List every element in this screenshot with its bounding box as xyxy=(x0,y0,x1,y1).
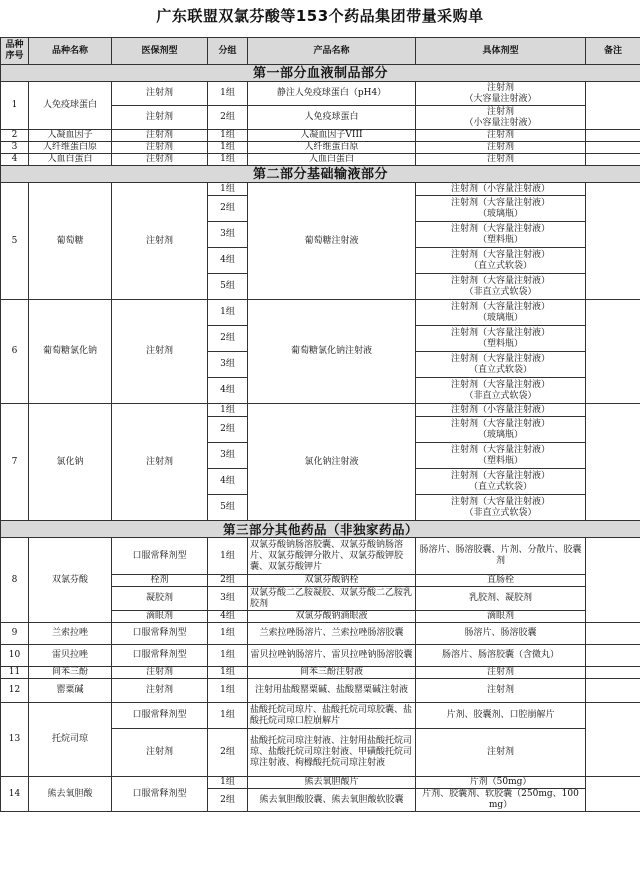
cell-no: 11 xyxy=(1,667,29,679)
cell-no: 10 xyxy=(1,645,29,667)
cell-name: 人血白蛋白 xyxy=(29,154,112,166)
table-row xyxy=(1,300,640,326)
cell-form: 注射剂 xyxy=(416,667,586,679)
cell-form: 乳胶剂、凝胶剂 xyxy=(416,587,586,611)
header-name: 品种名称 xyxy=(29,38,112,65)
cell-type: 口服常释剂型 xyxy=(112,623,208,645)
cell-no: 6 xyxy=(1,300,29,404)
header-group: 分组 xyxy=(208,38,248,65)
cell-type: 口服常释剂型 xyxy=(112,703,208,729)
cell-no: 7 xyxy=(1,404,29,521)
cell-no: 14 xyxy=(1,777,29,812)
cell-group: 2组 xyxy=(208,106,248,130)
cell-group: 2组 xyxy=(208,326,248,352)
cell-name: 雷贝拉唑 xyxy=(29,645,112,667)
page-title: 广东联盟双氯芬酸等153个药品集团带量采购单 xyxy=(156,7,484,25)
cell-product: 静注人免疫球蛋白（pH4） xyxy=(248,82,416,106)
cell-form: 注射剂（大容量注射液） （直立式软袋） xyxy=(416,352,586,378)
cell-remark xyxy=(586,142,640,154)
cell-name: 间苯三酚 xyxy=(29,667,112,679)
cell-product: 人凝血因子VIII xyxy=(248,130,416,142)
cell-product: 双氯芬酸钠肠溶胶囊、双氯芬酸钠肠溶片、双氯芬酸钾分散片、双氯芬酸钾胶囊、双氯芬酸钾片 xyxy=(248,538,416,575)
cell-form: 注射剂（大容量注射液） （塑料瓶） xyxy=(416,222,586,248)
cell-product: 双氯芬酸二乙胺凝胶、双氯芬酸二乙胺乳胶剂 xyxy=(248,587,416,611)
cell-form: 注射剂 xyxy=(416,679,586,703)
table-row xyxy=(1,154,640,166)
cell-name: 罂粟碱 xyxy=(29,679,112,703)
table-header-row xyxy=(1,38,640,65)
cell-product: 熊去氧胆酸胶囊、熊去氧胆酸软胶囊 xyxy=(248,789,416,812)
cell-form: 注射剂 xyxy=(416,142,586,154)
cell-form: 滴眼剂 xyxy=(416,611,586,623)
cell-form: 注射剂 （大容量注射液） xyxy=(416,82,586,106)
cell-type: 滴眼剂 xyxy=(112,611,208,623)
cell-no: 3 xyxy=(1,142,29,154)
cell-type: 注射剂 xyxy=(112,183,208,300)
cell-group: 1组 xyxy=(208,667,248,679)
cell-remark xyxy=(586,703,640,777)
cell-form: 肠溶片、肠溶胶囊 xyxy=(416,623,586,645)
cell-remark xyxy=(586,300,640,404)
cell-group: 1组 xyxy=(208,183,248,196)
cell-remark xyxy=(586,645,640,667)
cell-form: 注射剂（大容量注射液） （非直立式软袋） xyxy=(416,274,586,300)
cell-form: 肠溶片、肠溶胶囊、片剂、分散片、胶囊剂 xyxy=(416,538,586,575)
cell-group: 2组 xyxy=(208,417,248,443)
cell-form: 注射剂（大容量注射液） （玻璃瓶） xyxy=(416,300,586,326)
cell-product: 葡萄糖氯化钠注射液 xyxy=(248,300,416,404)
cell-no: 1 xyxy=(1,82,29,130)
table-row xyxy=(1,623,640,645)
header-no: 品种序号 xyxy=(1,38,29,65)
cell-product: 熊去氧胆酸片 xyxy=(248,777,416,789)
cell-group: 1组 xyxy=(208,154,248,166)
section-row xyxy=(1,65,640,82)
cell-type: 注射剂 xyxy=(112,106,208,130)
cell-remark xyxy=(586,538,640,623)
cell-name: 人免疫球蛋白 xyxy=(29,82,112,130)
cell-type: 栓剂 xyxy=(112,575,208,587)
cell-form: 注射剂（大容量注射液） （塑料瓶） xyxy=(416,326,586,352)
cell-remark xyxy=(586,679,640,703)
cell-no: 2 xyxy=(1,130,29,142)
cell-form: 片剂、胶囊剂、口腔崩解片 xyxy=(416,703,586,729)
cell-type: 口服常释剂型 xyxy=(112,645,208,667)
table-row xyxy=(1,645,640,667)
cell-form: 注射剂（大容量注射液） （塑料瓶） xyxy=(416,443,586,469)
cell-no: 8 xyxy=(1,538,29,623)
section-row xyxy=(1,166,640,183)
cell-remark xyxy=(586,183,640,300)
cell-product: 氯化钠注射液 xyxy=(248,404,416,521)
cell-product: 盐酸托烷司琼注射液、注射用盐酸托烷司琼、盐酸托烷司琼注射液、甲磺酸托烷司琼注射液、枸橼酸托烷司琼注射液 xyxy=(248,729,416,777)
cell-group: 1组 xyxy=(208,703,248,729)
table-row xyxy=(1,667,640,679)
header-remark: 备注 xyxy=(586,38,640,65)
cell-group: 2组 xyxy=(208,575,248,587)
cell-product: 间苯三酚注射液 xyxy=(248,667,416,679)
cell-group: 1组 xyxy=(208,777,248,789)
section-title: 第二部分基础输液部分 xyxy=(1,166,640,183)
cell-name: 兰索拉唑 xyxy=(29,623,112,645)
cell-product: 葡萄糖注射液 xyxy=(248,183,416,300)
cell-remark xyxy=(586,667,640,679)
cell-form: 直肠栓 xyxy=(416,575,586,587)
cell-no: 5 xyxy=(1,183,29,300)
cell-type: 注射剂 xyxy=(112,142,208,154)
cell-remark xyxy=(586,154,640,166)
cell-no: 12 xyxy=(1,679,29,703)
cell-name: 双氯芬酸 xyxy=(29,538,112,623)
cell-form: 肠溶片、肠溶胶囊（含微丸） xyxy=(416,645,586,667)
cell-group: 3组 xyxy=(208,587,248,611)
cell-form: 注射剂（大容量注射液） （直立式软袋） xyxy=(416,469,586,495)
cell-group: 4组 xyxy=(208,469,248,495)
table-row xyxy=(1,538,640,575)
cell-remark xyxy=(586,130,640,142)
cell-form: 注射剂（大容量注射液） （玻璃瓶） xyxy=(416,196,586,222)
cell-product: 双氯芬酸钠栓 xyxy=(248,575,416,587)
cell-form: 片剂、胶囊剂、软胶囊（250mg、100mg） xyxy=(416,789,586,812)
cell-form: 片剂（50mg） xyxy=(416,777,586,789)
header-form: 具体剂型 xyxy=(416,38,586,65)
cell-group: 4组 xyxy=(208,611,248,623)
cell-group: 1组 xyxy=(208,142,248,154)
cell-form: 注射剂 （小容量注射液） xyxy=(416,106,586,130)
section-row xyxy=(1,521,640,538)
cell-type: 注射剂 xyxy=(112,667,208,679)
cell-product: 注射用盐酸罂粟碱、盐酸罂粟碱注射液 xyxy=(248,679,416,703)
cell-group: 1组 xyxy=(208,404,248,417)
cell-no: 13 xyxy=(1,703,29,777)
cell-product: 人免疫球蛋白 xyxy=(248,106,416,130)
cell-group: 4组 xyxy=(208,378,248,404)
cell-group: 5组 xyxy=(208,495,248,521)
cell-product: 人纤维蛋白原 xyxy=(248,142,416,154)
cell-type: 注射剂 xyxy=(112,82,208,106)
cell-group: 1组 xyxy=(208,300,248,326)
table-row xyxy=(1,142,640,154)
cell-form: 注射剂（大容量注射液） （直立式软袋） xyxy=(416,248,586,274)
cell-product: 人血白蛋白 xyxy=(248,154,416,166)
cell-group: 5组 xyxy=(208,274,248,300)
table-row xyxy=(1,183,640,196)
cell-form: 注射剂 xyxy=(416,154,586,166)
cell-name: 葡萄糖氯化钠 xyxy=(29,300,112,404)
cell-product: 兰索拉唑肠溶片、兰索拉唑肠溶胶囊 xyxy=(248,623,416,645)
cell-product: 雷贝拉唑钠肠溶片、雷贝拉唑钠肠溶胶囊 xyxy=(248,645,416,667)
cell-remark xyxy=(586,623,640,645)
cell-form: 注射剂（大容量注射液） （非直立式软袋） xyxy=(416,378,586,404)
section-title: 第三部分其他药品（非独家药品） xyxy=(1,521,640,538)
cell-type: 注射剂 xyxy=(112,130,208,142)
cell-group: 1组 xyxy=(208,82,248,106)
cell-group: 1组 xyxy=(208,623,248,645)
cell-product: 双氯芬酸钠滴眼液 xyxy=(248,611,416,623)
cell-remark xyxy=(586,82,640,130)
table-row xyxy=(1,703,640,729)
cell-type: 凝胶剂 xyxy=(112,587,208,611)
cell-name: 熊去氧胆酸 xyxy=(29,777,112,812)
cell-group: 3组 xyxy=(208,352,248,378)
cell-group: 1组 xyxy=(208,538,248,575)
table-row xyxy=(1,82,640,106)
cell-type: 注射剂 xyxy=(112,729,208,777)
cell-remark xyxy=(586,777,640,812)
cell-name: 人纤维蛋白原 xyxy=(29,142,112,154)
table-row xyxy=(1,130,640,142)
cell-group: 2组 xyxy=(208,729,248,777)
cell-group: 3组 xyxy=(208,443,248,469)
cell-form: 注射剂（大容量注射液） （玻璃瓶） xyxy=(416,417,586,443)
cell-remark xyxy=(586,404,640,521)
cell-group: 4组 xyxy=(208,248,248,274)
cell-type: 口服常释剂型 xyxy=(112,777,208,812)
cell-group: 1组 xyxy=(208,679,248,703)
cell-group: 2组 xyxy=(208,789,248,812)
cell-no: 9 xyxy=(1,623,29,645)
header-product: 产品名称 xyxy=(248,38,416,65)
cell-name: 氯化钠 xyxy=(29,404,112,521)
cell-form: 注射剂 xyxy=(416,729,586,777)
cell-type: 口服常释剂型 xyxy=(112,538,208,575)
cell-type: 注射剂 xyxy=(112,679,208,703)
cell-no: 4 xyxy=(1,154,29,166)
cell-group: 1组 xyxy=(208,645,248,667)
cell-name: 葡萄糖 xyxy=(29,183,112,300)
table-row xyxy=(1,777,640,789)
section-title: 第一部分血液制品部分 xyxy=(1,65,640,82)
cell-name: 托烷司琼 xyxy=(29,703,112,777)
procurement-table xyxy=(0,37,640,812)
cell-form: 注射剂 xyxy=(416,130,586,142)
table-row xyxy=(1,404,640,417)
cell-group: 1组 xyxy=(208,130,248,142)
cell-form: 注射剂（大容量注射液） （非直立式软袋） xyxy=(416,495,586,521)
cell-type: 注射剂 xyxy=(112,154,208,166)
cell-name: 人凝血因子 xyxy=(29,130,112,142)
cell-group: 2组 xyxy=(208,196,248,222)
header-type: 医保剂型 xyxy=(112,38,208,65)
cell-group: 3组 xyxy=(208,222,248,248)
cell-form: 注射剂（小容量注射液） xyxy=(416,404,586,417)
table-row xyxy=(1,679,640,703)
cell-type: 注射剂 xyxy=(112,404,208,521)
cell-type: 注射剂 xyxy=(112,300,208,404)
cell-product: 盐酸托烷司琼片、盐酸托烷司琼胶囊、盐酸托烷司琼口腔崩解片 xyxy=(248,703,416,729)
cell-form: 注射剂（小容量注射液） xyxy=(416,183,586,196)
